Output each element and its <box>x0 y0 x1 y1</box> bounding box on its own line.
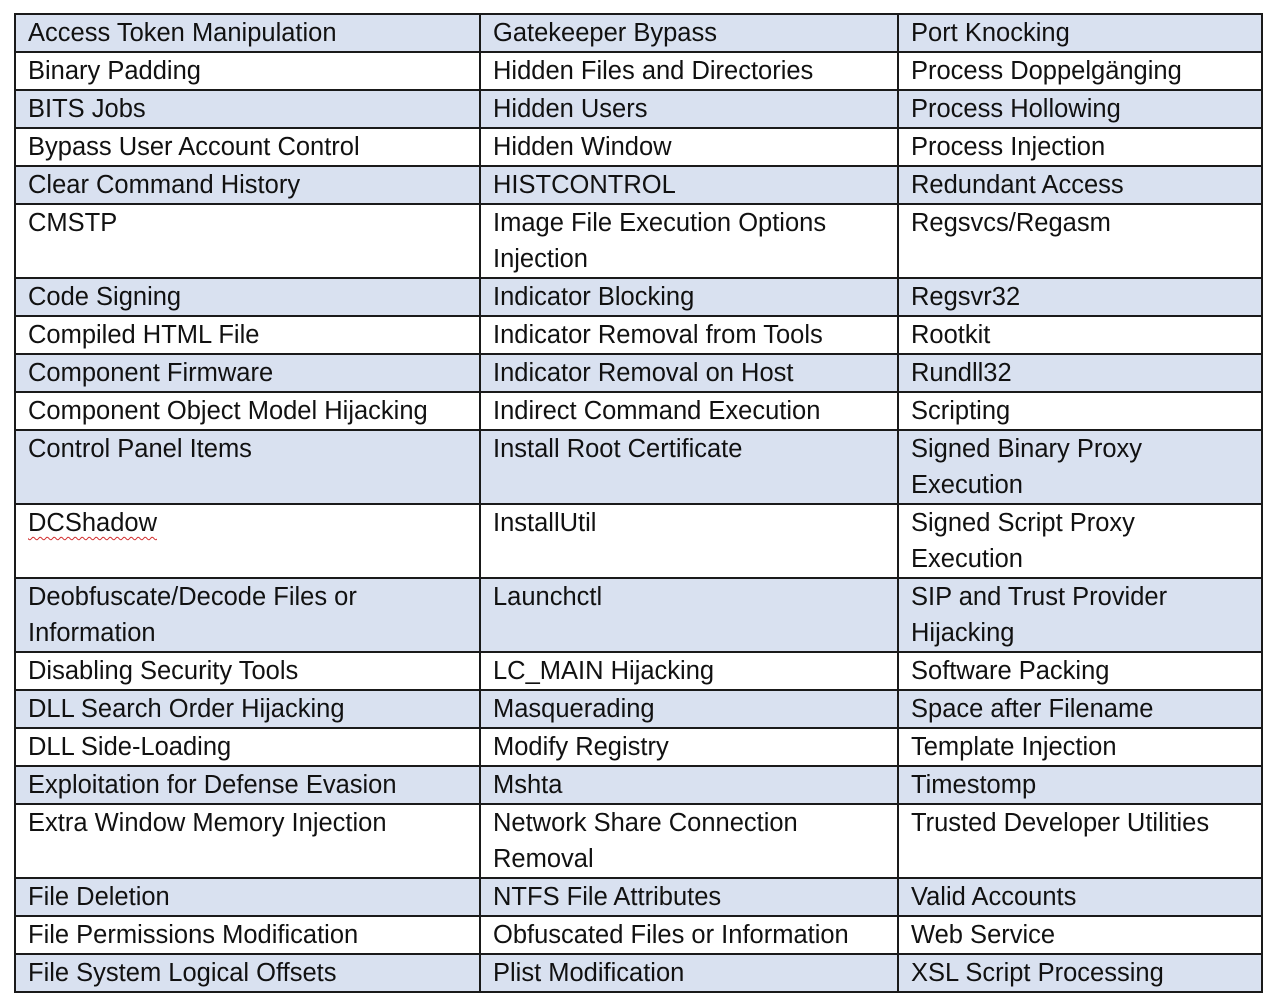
table-row <box>15 316 1262 354</box>
table-row <box>15 504 1262 578</box>
table-cell: Valid Accounts <box>898 878 1262 916</box>
table-cell: Compiled HTML File <box>15 316 480 354</box>
table-cell: DLL Side-Loading <box>15 728 480 766</box>
table-row <box>15 690 1262 728</box>
table-cell: Network Share Connection Removal <box>480 804 898 878</box>
table-cell: DLL Search Order Hijacking <box>15 690 480 728</box>
table-cell: BITS Jobs <box>15 90 480 128</box>
table-row <box>15 652 1262 690</box>
table-cell: Mshta <box>480 766 898 804</box>
table-cell: Redundant Access <box>898 166 1262 204</box>
table-row <box>15 90 1262 128</box>
table-cell: Plist Modification <box>480 954 898 992</box>
table-cell: Launchctl <box>480 578 898 652</box>
table-cell: SIP and Trust Provider Hijacking <box>898 578 1262 652</box>
table-cell: File System Logical Offsets <box>15 954 480 992</box>
table-cell <box>15 504 480 578</box>
table-cell: Hidden Window <box>480 128 898 166</box>
table-cell: Clear Command History <box>15 166 480 204</box>
techniques-table <box>14 13 1263 993</box>
table-row <box>15 14 1262 52</box>
table-cell: Indicator Blocking <box>480 278 898 316</box>
table-cell: File Deletion <box>15 878 480 916</box>
table-cell: Masquerading <box>480 690 898 728</box>
table-cell: Obfuscated Files or Information <box>480 916 898 954</box>
table-cell: Software Packing <box>898 652 1262 690</box>
table-row <box>15 204 1262 278</box>
spellcheck-flagged-text: DCShadow <box>28 509 157 537</box>
table-cell: Process Doppelgänging <box>898 52 1262 90</box>
table-cell: Access Token Manipulation <box>15 14 480 52</box>
table-cell: Indicator Removal on Host <box>480 354 898 392</box>
table-cell: Gatekeeper Bypass <box>480 14 898 52</box>
table-cell: HISTCONTROL <box>480 166 898 204</box>
table-row <box>15 128 1262 166</box>
table-cell: CMSTP <box>15 204 480 278</box>
table-cell: XSL Script Processing <box>898 954 1262 992</box>
table-cell: Binary Padding <box>15 52 480 90</box>
table-cell: InstallUtil <box>480 504 898 578</box>
table-cell: Indicator Removal from Tools <box>480 316 898 354</box>
table-cell: Control Panel Items <box>15 430 480 504</box>
table-cell: Install Root Certificate <box>480 430 898 504</box>
table-row <box>15 766 1262 804</box>
table-cell: Process Hollowing <box>898 90 1262 128</box>
table-cell: Disabling Security Tools <box>15 652 480 690</box>
table-cell: Exploitation for Defense Evasion <box>15 766 480 804</box>
table-row <box>15 578 1262 652</box>
table-cell: Rundll32 <box>898 354 1262 392</box>
table-cell: Modify Registry <box>480 728 898 766</box>
table-cell: Process Injection <box>898 128 1262 166</box>
table-cell: Hidden Files and Directories <box>480 52 898 90</box>
table-cell: Hidden Users <box>480 90 898 128</box>
table-cell: File Permissions Modification <box>15 916 480 954</box>
table-row <box>15 166 1262 204</box>
table-row <box>15 52 1262 90</box>
table-row <box>15 916 1262 954</box>
table-row <box>15 430 1262 504</box>
table-cell: Timestomp <box>898 766 1262 804</box>
table-cell: Deobfuscate/Decode Files or Information <box>15 578 480 652</box>
table-cell: Port Knocking <box>898 14 1262 52</box>
table-cell: Regsvcs/Regasm <box>898 204 1262 278</box>
table-row <box>15 804 1262 878</box>
table-row <box>15 878 1262 916</box>
table-row <box>15 354 1262 392</box>
table-cell: Indirect Command Execution <box>480 392 898 430</box>
table-cell: Scripting <box>898 392 1262 430</box>
techniques-table-container <box>14 13 1263 993</box>
table-cell: Template Injection <box>898 728 1262 766</box>
table-row <box>15 278 1262 316</box>
table-row <box>15 728 1262 766</box>
table-cell: Code Signing <box>15 278 480 316</box>
table-cell: Extra Window Memory Injection <box>15 804 480 878</box>
table-cell: Signed Script Proxy Execution <box>898 504 1262 578</box>
table-cell: Web Service <box>898 916 1262 954</box>
table-cell: NTFS File Attributes <box>480 878 898 916</box>
table-cell: Regsvr32 <box>898 278 1262 316</box>
table-cell: Component Firmware <box>15 354 480 392</box>
table-cell: Trusted Developer Utilities <box>898 804 1262 878</box>
table-cell: Component Object Model Hijacking <box>15 392 480 430</box>
table-cell: LC_MAIN Hijacking <box>480 652 898 690</box>
table-row <box>15 954 1262 992</box>
table-cell: Rootkit <box>898 316 1262 354</box>
table-cell: Space after Filename <box>898 690 1262 728</box>
table-row <box>15 392 1262 430</box>
table-cell: Signed Binary Proxy Execution <box>898 430 1262 504</box>
table-cell: Image File Execution Options Injection <box>480 204 898 278</box>
table-cell: Bypass User Account Control <box>15 128 480 166</box>
